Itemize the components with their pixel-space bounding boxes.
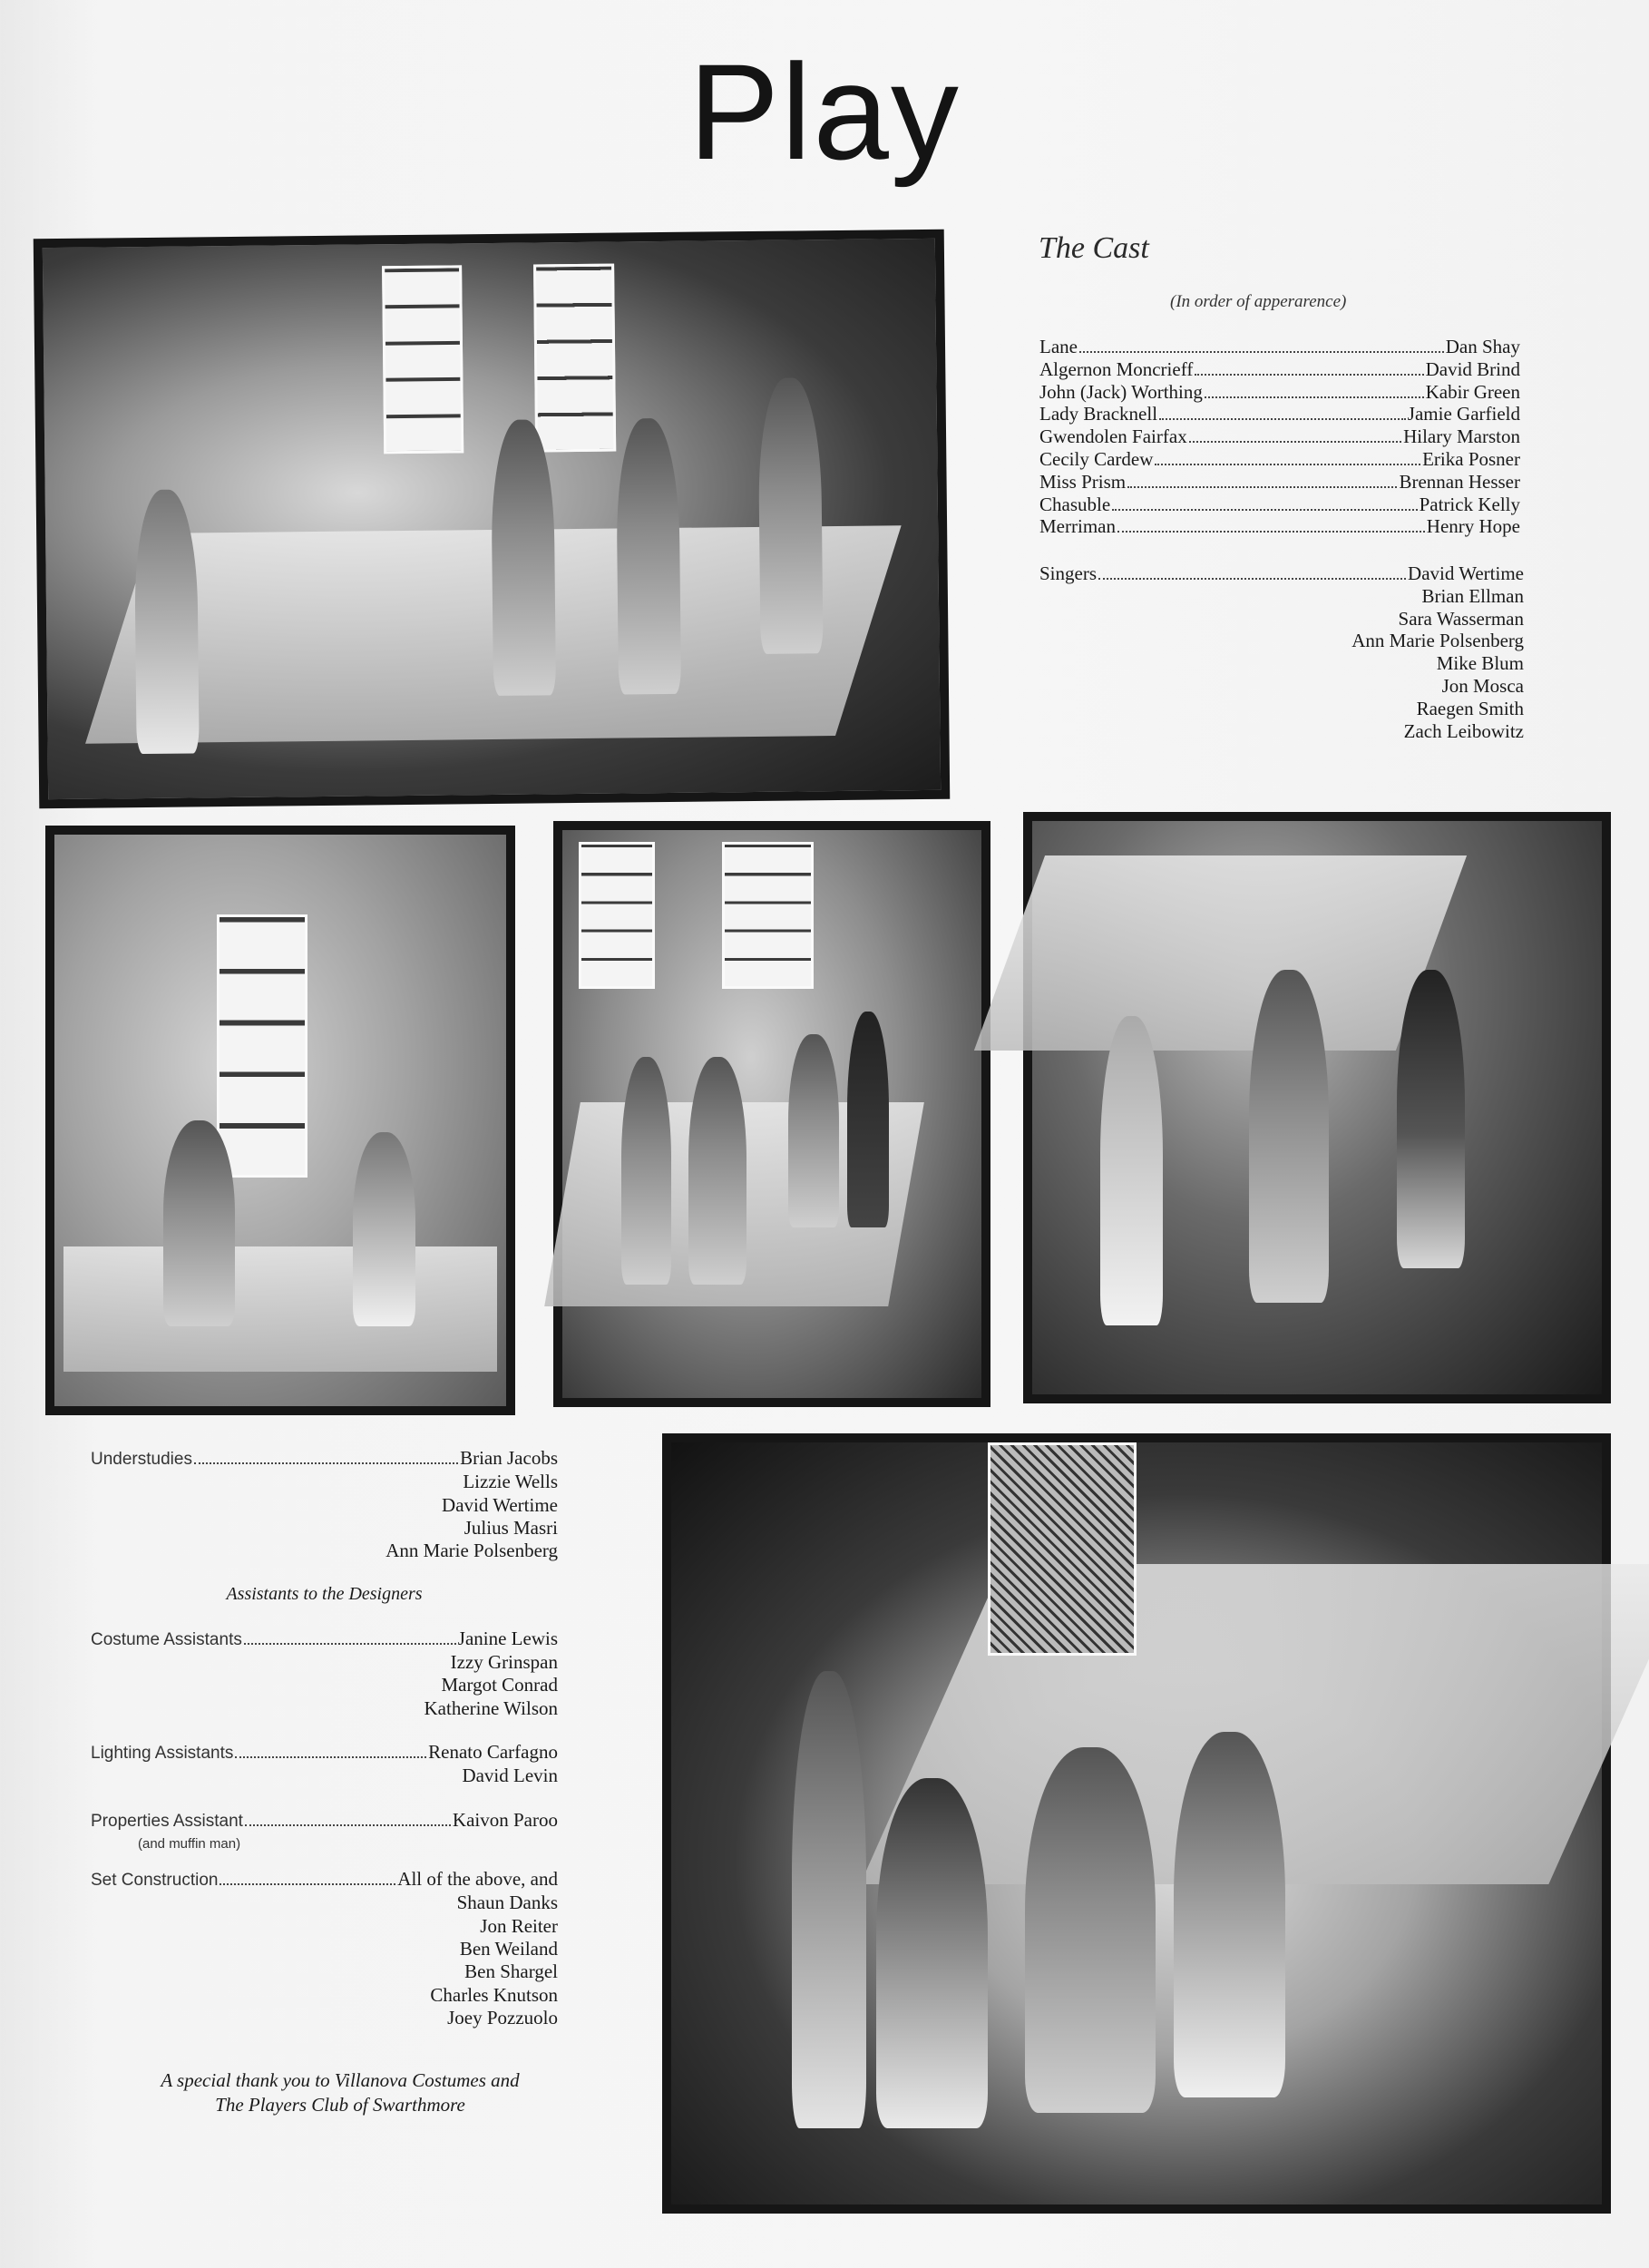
assistants-heading: Assistants to the Designers [226, 1584, 423, 1605]
set-construction-label: Set Construction [91, 1871, 219, 1891]
actor-figure [1100, 1016, 1163, 1325]
singer-name: Sara Wasserman [1398, 607, 1524, 630]
actor-figure [163, 1120, 236, 1326]
actor-figure [1025, 1747, 1156, 2113]
role-name: Algernon Moncrieff [1039, 357, 1194, 380]
singers-list [1039, 562, 1524, 742]
singer-name: Mike Blum [1436, 652, 1524, 675]
stage-photo-doorway-group [553, 821, 990, 1407]
crew-name: Janine Lewis [457, 1627, 558, 1649]
actor-name: Jamie Garfield [1407, 403, 1520, 425]
spacer [91, 1562, 558, 1583]
actor-figure [621, 1057, 671, 1284]
actor-figure [788, 1034, 838, 1227]
properties-label: Properties Assistant [91, 1811, 243, 1831]
crew-name: Shaun Danks [456, 1892, 558, 1914]
singers-label: Singers [1039, 562, 1097, 584]
dot-leader [1205, 396, 1424, 398]
actor-name: Henry Hope [1426, 515, 1520, 538]
stage-photo-tea-table [45, 826, 515, 1415]
lighting-row [91, 1741, 558, 1765]
actor-figure [758, 377, 824, 654]
crew-name: David Levin [462, 1765, 558, 1787]
actor-figure [688, 1057, 747, 1284]
properties-note: (and muffin man) [138, 1835, 241, 1852]
actor-name: Patrick Kelly [1419, 493, 1520, 515]
crew-name: David Wertime [442, 1493, 558, 1516]
actor-figure [353, 1132, 416, 1326]
crew-credits [91, 1447, 558, 2029]
dot-leader [1112, 509, 1417, 511]
french-door [533, 264, 616, 453]
dot-leader [1098, 578, 1406, 580]
dot-leader [220, 1883, 395, 1885]
cast-row [1039, 448, 1520, 471]
role-name: Merriman [1039, 515, 1116, 538]
crew-name: Ann Marie Polsenberg [385, 1540, 558, 1562]
crew-name: Charles Knutson [430, 1983, 558, 2006]
costume-label: Costume Assistants [91, 1629, 242, 1649]
spacer [91, 1720, 558, 1741]
dot-leader [1127, 486, 1397, 488]
spacer [91, 1788, 558, 1809]
actor-figure [134, 489, 200, 755]
actor-name: Hilary Marston [1403, 425, 1520, 448]
crew-name: All of the above, and [397, 1868, 558, 1891]
crew-name: Renato Carfagno [428, 1740, 558, 1763]
actor-figure [792, 1671, 866, 2128]
role-name: Lady Bracknell [1039, 403, 1158, 425]
french-door [579, 842, 654, 990]
role-name: Miss Prism [1039, 470, 1127, 493]
actor-name: Dan Shay [1445, 336, 1520, 357]
stage-photo-seated-ladies [662, 1433, 1611, 2214]
actor-figure [876, 1778, 988, 2128]
crew-name: Ben Weiland [459, 1938, 558, 1960]
crew-name: Kaivon Paroo [452, 1808, 558, 1831]
role-name: Gwendolen Fairfax [1039, 425, 1187, 448]
crew-name: Lizzie Wells [463, 1471, 558, 1493]
role-name: Lane [1039, 336, 1078, 357]
crew-name: Jon Reiter [480, 1914, 558, 1937]
singers-row [1039, 562, 1524, 585]
actor-name: David Brind [1425, 357, 1520, 380]
stage-floor [974, 855, 1467, 1051]
singer-name: Raegen Smith [1416, 697, 1524, 719]
dot-leader [1195, 374, 1423, 376]
dot-leader [1159, 418, 1406, 420]
cast-heading: The Cast [1039, 231, 1149, 265]
page-title: Play [688, 35, 961, 188]
cast-row [1039, 494, 1520, 516]
singer-name: Jon Mosca [1441, 674, 1524, 697]
cast-row [1039, 381, 1520, 404]
cast-row [1039, 471, 1520, 494]
actor-figure [616, 417, 681, 694]
french-door [382, 266, 464, 455]
spacer [91, 1855, 558, 1868]
cast-row [1039, 336, 1520, 358]
stage-floor [63, 1246, 497, 1373]
singer-name: Brian Ellman [1421, 584, 1524, 607]
dot-leader [1117, 531, 1425, 533]
actor-figure [1397, 970, 1465, 1268]
french-door [722, 842, 815, 990]
crew-name: Julius Masri [463, 1516, 558, 1539]
actor-figure [1174, 1732, 1285, 2097]
actor-figure [491, 419, 556, 696]
thank-you-note [118, 2068, 562, 2117]
understudies-row [91, 1447, 558, 1471]
role-name: Cecily Cardew [1039, 447, 1154, 470]
french-door [217, 914, 307, 1178]
properties-row [91, 1809, 558, 1833]
actor-figure [1249, 970, 1329, 1303]
singer-name: Ann Marie Polsenberg [1351, 630, 1524, 652]
crew-name: Ben Shargel [464, 1960, 558, 1983]
singer-name: Zach Leibowitz [1403, 719, 1524, 742]
cast-subheading: (In order of apperarence) [1170, 292, 1347, 311]
cast-row [1039, 425, 1520, 448]
dot-leader [245, 1824, 451, 1826]
trellis-arch [988, 1442, 1137, 1656]
crew-name: Katherine Wilson [424, 1696, 558, 1719]
crew-name: Brian Jacobs [460, 1447, 558, 1469]
dot-leader [235, 1756, 426, 1758]
actor-name: Kabir Green [1425, 380, 1520, 403]
actor-figure [847, 1012, 889, 1227]
crew-name: Margot Conrad [441, 1674, 558, 1696]
crew-name: Joey Pozzuolo [447, 2006, 558, 2028]
stage-photo-trio [1023, 812, 1611, 1403]
set-construction-row [91, 1868, 558, 1892]
dot-leader [1079, 351, 1444, 353]
dot-leader [1189, 441, 1401, 443]
dot-leader [244, 1643, 456, 1645]
role-name: Chasuble [1039, 493, 1111, 515]
role-name: John (Jack) Worthing [1039, 380, 1203, 403]
cast-row [1039, 403, 1520, 425]
actor-name: Brennan Hesser [1399, 470, 1520, 493]
stage-photo-garden-scene [34, 230, 951, 808]
singer-name: David Wertime [1408, 562, 1524, 584]
dot-leader [1155, 464, 1420, 465]
crew-name: Izzy Grinspan [450, 1651, 558, 1674]
cast-row [1039, 358, 1520, 381]
costume-row [91, 1628, 558, 1651]
cast-list [1039, 336, 1520, 538]
spacer [91, 1607, 558, 1628]
dot-leader [194, 1462, 458, 1464]
lighting-label: Lighting Assistants [91, 1743, 234, 1763]
understudies-label: Understudies [91, 1450, 192, 1469]
actor-name: Erika Posner [1422, 447, 1520, 470]
cast-row [1039, 515, 1520, 538]
thanks-line: The Players Club of Swarthmore [215, 2094, 465, 2116]
thanks-line: A special thank you to Villanova Costumes and [161, 2069, 520, 2091]
